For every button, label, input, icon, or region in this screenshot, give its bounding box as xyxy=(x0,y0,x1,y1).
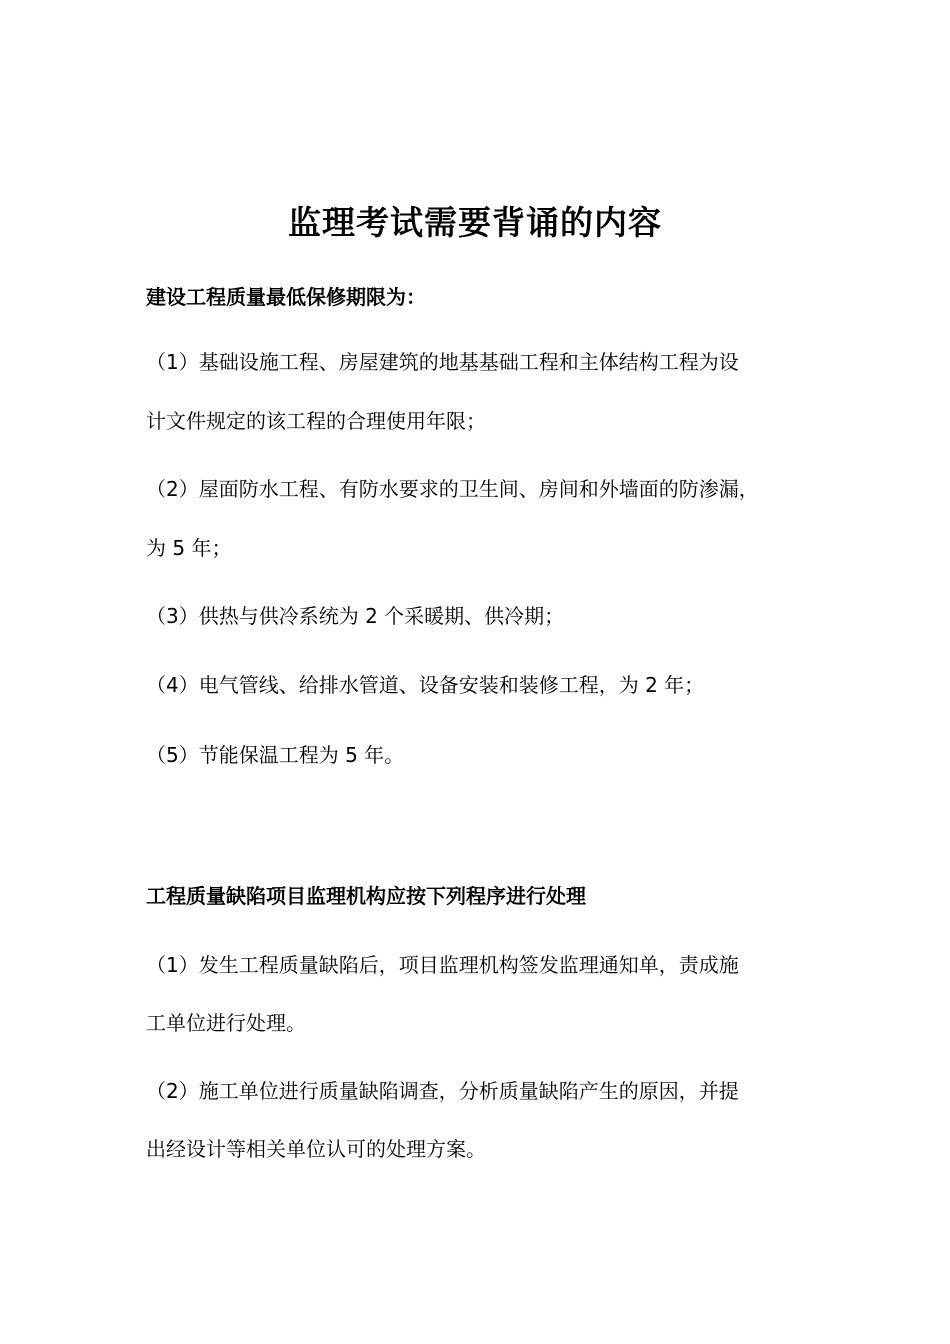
paragraph-line: （5）节能保温工程为 5 年。 xyxy=(146,743,405,767)
paragraph-line: （1）发生工程质量缺陷后，项目监理机构签发监理通知单，责成施 xyxy=(146,953,739,977)
paragraph-line: （1）基础设施工程、房屋建筑的地基基础工程和主体结构工程为设 xyxy=(146,350,739,374)
paragraph-line: 计文件规定的该工程的合理使用年限； xyxy=(146,409,486,433)
paragraph-line: （2）屋面防水工程、有防水要求的卫生间、房间和外墙面的防渗漏， xyxy=(146,477,759,501)
section-heading-defect-procedure: 工程质量缺陷项目监理机构应按下列程序进行处理 xyxy=(146,884,586,908)
section-heading-warranty: 建设工程质量最低保修期限为： xyxy=(146,285,426,309)
paragraph-line: （3）供热与供冷系统为 2 个采暖期、供冷期； xyxy=(146,604,565,628)
paragraph-line: （2）施工单位进行质量缺陷调查，分析质量缺陷产生的原因，并提 xyxy=(146,1079,739,1103)
paragraph-line: 为 5 年； xyxy=(146,536,232,560)
paragraph-line: 工单位进行处理。 xyxy=(146,1011,306,1035)
document-title: 监理考试需要背诵的内容 xyxy=(288,203,662,242)
paragraph-line: 出经设计等相关单位认可的处理方案。 xyxy=(146,1137,486,1161)
paragraph-line: （4）电气管线、给排水管道、设备安装和装修工程，为 2 年； xyxy=(146,673,705,697)
